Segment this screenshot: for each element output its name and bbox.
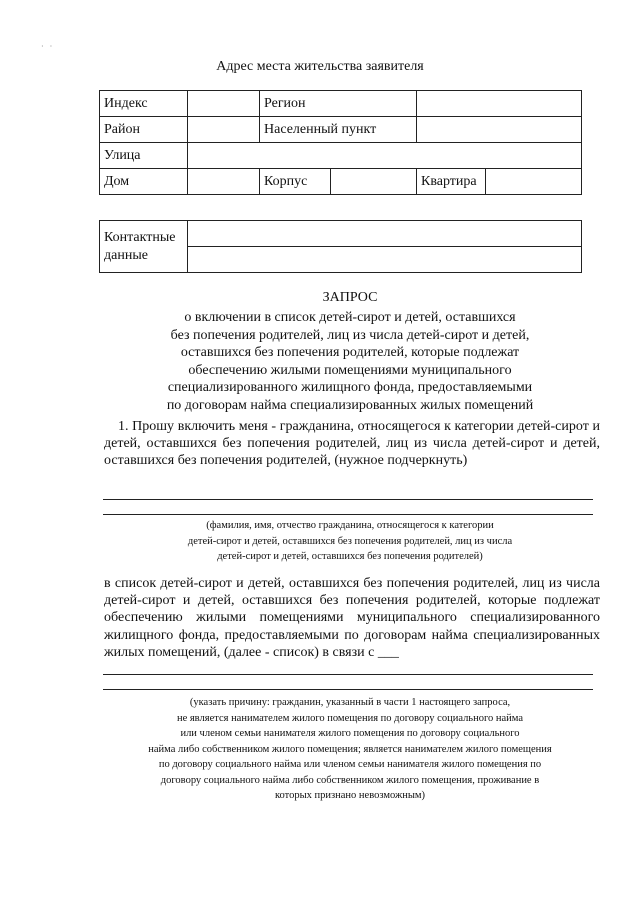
note-line: или членом семьи нанимателя жилого помещения по договору социального — [180, 728, 520, 739]
subheading-line: обеспечению жилыми помещениями муниципального — [188, 362, 512, 378]
label-house: Дом — [100, 169, 188, 195]
note-line: детей-сирот и детей, оставшихся без попечения родителей, лиц из числа — [187, 535, 513, 547]
paragraph-2: в список детей-сирот и детей, оставшихся без попечения родителей, лиц из числа детей-сирот и детей, оставшихся без попечения родителей, которые подлежат обеспечению жилыми помещениями муниципального специализированного жилищного фонда, предоставляемыми по договорам найма специализированных жилых помещений, (далее - список) в связи с ___ — [104, 576, 600, 660]
label-index: Индекс — [100, 91, 188, 117]
note-line: которых признано невозможным) — [274, 790, 426, 801]
request-subheading — [0, 309, 640, 414]
field-contact-1[interactable] — [188, 221, 582, 247]
label-region: Регион — [260, 91, 417, 117]
field-settlement[interactable] — [417, 117, 582, 143]
label-street: Улица — [100, 143, 188, 169]
note-line: не является нанимателем жилого помещения по договору социального найма — [176, 712, 524, 724]
note-line: детей-сирот и детей, оставшихся без попечения родителей) — [217, 551, 483, 562]
fill-line-reason-2[interactable] — [103, 689, 593, 690]
contact-label-line2: данные — [104, 247, 148, 263]
label-apartment: Квартира — [417, 169, 486, 194]
subheading-line: оставшихся без попечения родителей, которые подлежат — [180, 345, 520, 360]
contact-table — [99, 220, 582, 273]
address-title: Адрес места жительства заявителя — [216, 59, 424, 74]
address-table — [99, 90, 582, 195]
request-heading: ЗАПРОС — [322, 290, 378, 305]
field-house[interactable] — [188, 169, 260, 195]
subheading-line: по договорам найма специализированных жилых помещений — [166, 397, 534, 413]
label-contact — [100, 221, 188, 273]
label-district: Район — [100, 117, 188, 143]
fill-line-reason-1[interactable] — [103, 674, 593, 675]
label-settlement: Населенный пункт — [260, 117, 417, 143]
field-region[interactable] — [417, 91, 582, 117]
note-line: договору социального найма либо собственником жилого помещения, проживание в — [160, 774, 540, 786]
field-index[interactable] — [188, 91, 260, 117]
field-building[interactable] — [331, 169, 417, 194]
fill-line-name-1[interactable] — [103, 499, 593, 500]
contact-label-line1: Контактные — [104, 229, 176, 245]
subheading-line: без попечения родителей, лиц из числа детей-сирот и детей, — [170, 327, 530, 343]
subheading-line: о включении в список детей-сирот и детей, оставшихся — [184, 310, 516, 325]
note-fio — [100, 518, 600, 565]
field-apartment[interactable] — [486, 169, 582, 194]
fill-line-name-2[interactable] — [103, 514, 593, 515]
note-line: (фамилия, имя, отчество гражданина, относящегося к категории — [206, 520, 494, 531]
note-line: (указать причину: гражданин, указанный в части 1 настоящего запроса, — [189, 697, 511, 708]
subheading-line: специализированного жилищного фонда, предоставляемыми — [167, 380, 533, 395]
note-line: по договору социального найма или членом семьи нанимателя жилого помещения по — [158, 759, 542, 770]
field-street[interactable] — [188, 143, 582, 169]
note-reason — [100, 695, 600, 804]
field-district[interactable] — [188, 117, 260, 143]
field-contact-2[interactable] — [188, 247, 582, 273]
label-building: Корпус — [260, 169, 331, 194]
scan-speck: · · — [41, 42, 55, 51]
note-line: найма либо собственником жилого помещения; является нанимателем жилого помещения — [148, 743, 552, 755]
paragraph-1: 1. Прошу включить меня - гражданина, относящегося к категории детей-сирот и детей, оставшихся без попечения родителей, лиц из числа детей-сирот и детей, оставшихся без попечения родителей, (нужное подчеркнуть) — [104, 419, 600, 469]
